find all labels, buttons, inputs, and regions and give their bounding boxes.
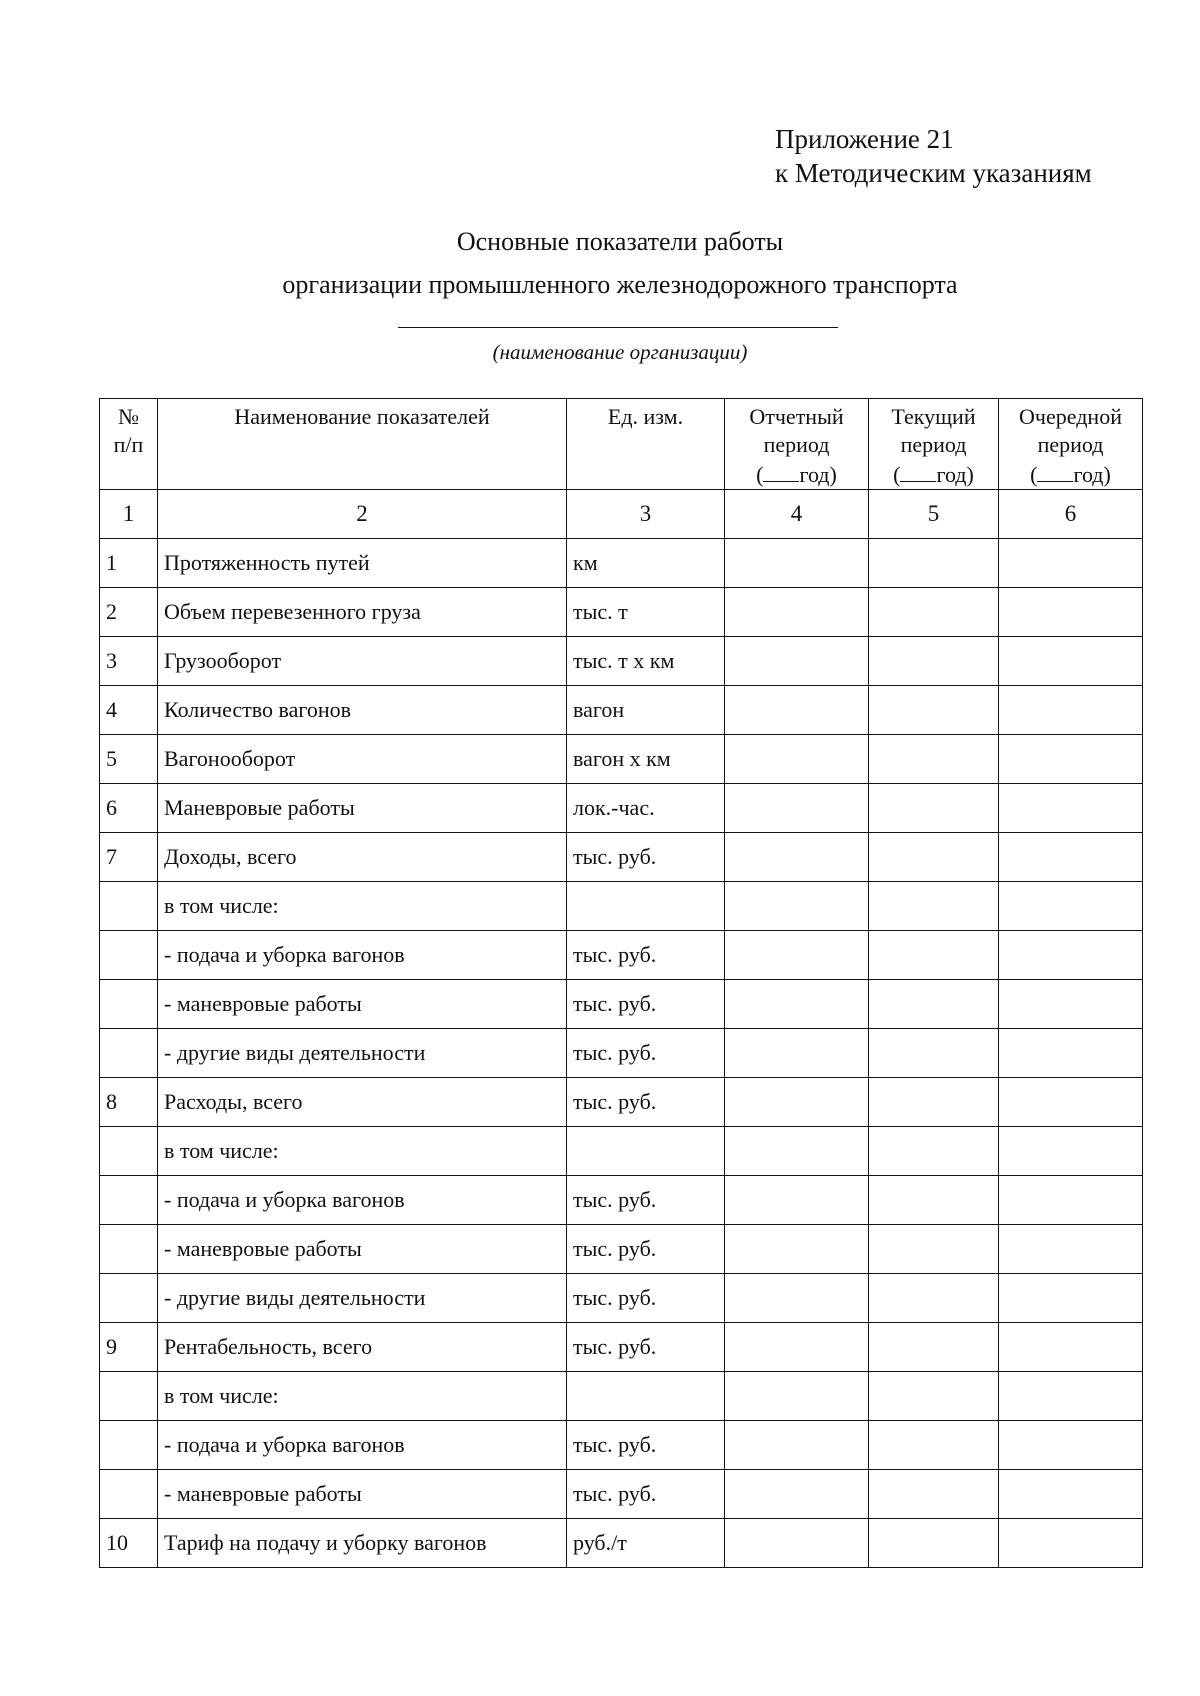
column-number: 1 — [100, 490, 158, 539]
current-period-value[interactable] — [869, 735, 999, 784]
indicator-name: Объем перевезенного груза — [158, 588, 567, 637]
row-number: 5 — [100, 735, 158, 784]
indicator-name: в том числе: — [158, 882, 567, 931]
row-number: 2 — [100, 588, 158, 637]
row-number — [100, 1274, 158, 1323]
indicator-name: Расходы, всего — [158, 1078, 567, 1127]
row-number: 1 — [100, 539, 158, 588]
reporting-period-value[interactable] — [725, 1519, 869, 1568]
reporting-period-value[interactable] — [725, 931, 869, 980]
reporting-period-value[interactable] — [725, 1274, 869, 1323]
table-row — [100, 882, 1143, 931]
next-period-value[interactable] — [999, 735, 1143, 784]
next-period-value[interactable] — [999, 1225, 1143, 1274]
indicator-name: Рентабельность, всего — [158, 1323, 567, 1372]
indicator-name: в том числе: — [158, 1127, 567, 1176]
year-open-paren: ( — [1030, 462, 1038, 487]
next-period-value[interactable] — [999, 1078, 1143, 1127]
table-row — [100, 1421, 1143, 1470]
row-number: 7 — [100, 833, 158, 882]
table-row — [100, 588, 1143, 637]
indicator-name: - другие виды деятельности — [158, 1274, 567, 1323]
indicator-name: Вагонооборот — [158, 735, 567, 784]
unit-of-measure: тыс. руб. — [567, 980, 725, 1029]
table-row — [100, 1078, 1143, 1127]
reporting-period-value[interactable] — [725, 1176, 869, 1225]
indicator-name: Грузооборот — [158, 637, 567, 686]
year-open-paren: ( — [756, 462, 764, 487]
next-period-value[interactable] — [999, 1029, 1143, 1078]
current-period-value[interactable] — [869, 931, 999, 980]
reporting-period-value[interactable] — [725, 686, 869, 735]
reporting-period-value[interactable] — [725, 1225, 869, 1274]
reporting-period-value[interactable] — [725, 833, 869, 882]
current-period-value[interactable] — [869, 1127, 999, 1176]
row-number — [100, 931, 158, 980]
header-reporting-line-1: Отчетный — [749, 404, 844, 429]
current-period-value[interactable] — [869, 539, 999, 588]
year-close-text: год) — [799, 462, 837, 487]
next-period-value[interactable] — [999, 980, 1143, 1029]
row-number: 3 — [100, 637, 158, 686]
column-number: 3 — [567, 490, 725, 539]
reporting-period-value[interactable] — [725, 735, 869, 784]
unit-of-measure: тыс. руб. — [567, 1029, 725, 1078]
unit-of-measure: тыс. руб. — [567, 1225, 725, 1274]
unit-of-measure: вагон х км — [567, 735, 725, 784]
unit-of-measure — [567, 882, 725, 931]
indicator-name: - маневровые работы — [158, 980, 567, 1029]
table-row — [100, 1029, 1143, 1078]
next-period-value[interactable] — [999, 1470, 1143, 1519]
column-number: 5 — [869, 490, 999, 539]
header-current-line-1: Текущий — [891, 404, 976, 429]
column-number: 4 — [725, 490, 869, 539]
reporting-period-value[interactable] — [725, 1421, 869, 1470]
title-line-2: организации промышленного железнодорожного транспорта — [282, 270, 958, 299]
next-period-value[interactable] — [999, 1127, 1143, 1176]
table-row — [100, 686, 1143, 735]
header-next-line-1: Очередной — [1019, 404, 1122, 429]
year-blank — [1037, 459, 1073, 482]
reporting-period-value[interactable] — [725, 980, 869, 1029]
indicator-name: Протяженность путей — [158, 539, 567, 588]
current-period-value[interactable] — [869, 882, 999, 931]
header-reporting-line-2: период — [763, 432, 830, 457]
table-row — [100, 1470, 1143, 1519]
column-number-row — [100, 490, 1143, 539]
next-period-value[interactable] — [999, 784, 1143, 833]
unit-of-measure: тыс. руб. — [567, 1323, 725, 1372]
column-number: 6 — [999, 490, 1143, 539]
table-row — [100, 1274, 1143, 1323]
column-number: 2 — [158, 490, 567, 539]
table-row — [100, 980, 1143, 1029]
table-row — [100, 637, 1143, 686]
next-period-value[interactable] — [999, 833, 1143, 882]
row-number: 10 — [100, 1519, 158, 1568]
unit-of-measure: тыс. т х км — [567, 637, 725, 686]
indicator-name: Тариф на подачу и уборку вагонов — [158, 1519, 567, 1568]
header-unit: Ед. изм. — [567, 399, 725, 490]
next-period-value[interactable] — [999, 1421, 1143, 1470]
current-period-value[interactable] — [869, 1372, 999, 1421]
row-number — [100, 882, 158, 931]
unit-of-measure: вагон — [567, 686, 725, 735]
next-period-value[interactable] — [999, 882, 1143, 931]
organization-name-caption: (наименование организации) — [492, 340, 748, 364]
reporting-period-value[interactable] — [725, 1078, 869, 1127]
next-period-value[interactable] — [999, 686, 1143, 735]
year-blank — [763, 459, 799, 482]
row-number — [100, 1421, 158, 1470]
reporting-period-value[interactable] — [725, 1127, 869, 1176]
table-row — [100, 833, 1143, 882]
current-period-value[interactable] — [869, 686, 999, 735]
indicator-name: в том числе: — [158, 1372, 567, 1421]
document-title — [0, 220, 1200, 306]
current-period-value[interactable] — [869, 980, 999, 1029]
reporting-period-value[interactable] — [725, 1372, 869, 1421]
header-reporting-year — [731, 459, 862, 489]
current-period-value[interactable] — [869, 1421, 999, 1470]
header-next-year — [1005, 459, 1136, 489]
current-period-value[interactable] — [869, 833, 999, 882]
row-number — [100, 1470, 158, 1519]
unit-of-measure: лок.-час. — [567, 784, 725, 833]
row-number — [100, 1029, 158, 1078]
current-period-value[interactable] — [869, 1470, 999, 1519]
reporting-period-value[interactable] — [725, 784, 869, 833]
unit-of-measure: тыс. т — [567, 588, 725, 637]
indicators-table — [99, 398, 1143, 1568]
indicator-name: Количество вагонов — [158, 686, 567, 735]
reporting-period-value[interactable] — [725, 1323, 869, 1372]
table-row — [100, 1127, 1143, 1176]
indicator-name: - маневровые работы — [158, 1225, 567, 1274]
year-blank — [900, 459, 936, 482]
next-period-value[interactable] — [999, 1372, 1143, 1421]
header-current-year — [875, 459, 992, 489]
organization-name-line — [398, 327, 838, 328]
next-period-value[interactable] — [999, 1323, 1143, 1372]
unit-of-measure: руб./т — [567, 1519, 725, 1568]
row-number — [100, 1372, 158, 1421]
table-row — [100, 1176, 1143, 1225]
row-number — [100, 980, 158, 1029]
unit-of-measure: тыс. руб. — [567, 833, 725, 882]
next-period-value[interactable] — [999, 1176, 1143, 1225]
current-period-value[interactable] — [869, 1274, 999, 1323]
row-number: 8 — [100, 1078, 158, 1127]
header-number — [100, 399, 158, 490]
row-number: 6 — [100, 784, 158, 833]
reporting-period-value[interactable] — [725, 882, 869, 931]
unit-of-measure: тыс. руб. — [567, 931, 725, 980]
current-period-value[interactable] — [869, 1323, 999, 1372]
unit-of-measure — [567, 1127, 725, 1176]
indicator-name: Доходы, всего — [158, 833, 567, 882]
row-number: 9 — [100, 1323, 158, 1372]
reporting-period-value[interactable] — [725, 637, 869, 686]
current-period-value[interactable] — [869, 1519, 999, 1568]
current-period-value[interactable] — [869, 637, 999, 686]
header-row — [100, 399, 1143, 490]
header-number-line-2: п/п — [113, 432, 144, 457]
row-number — [100, 1176, 158, 1225]
indicator-name: - подача и уборка вагонов — [158, 1421, 567, 1470]
indicator-name: Маневровые работы — [158, 784, 567, 833]
next-period-value[interactable] — [999, 539, 1143, 588]
reporting-period-value[interactable] — [725, 588, 869, 637]
current-period-value[interactable] — [869, 1078, 999, 1127]
unit-of-measure: тыс. руб. — [567, 1470, 725, 1519]
unit-of-measure: тыс. руб. — [567, 1176, 725, 1225]
table-row — [100, 1225, 1143, 1274]
row-number — [100, 1225, 158, 1274]
unit-of-measure: тыс. руб. — [567, 1274, 725, 1323]
header-name: Наименование показателей — [158, 399, 567, 490]
table-row — [100, 1519, 1143, 1568]
appendix-number: Приложение 21 — [775, 124, 954, 154]
reporting-period-value[interactable] — [725, 1470, 869, 1519]
current-period-value[interactable] — [869, 784, 999, 833]
table-row — [100, 931, 1143, 980]
current-period-value[interactable] — [869, 1029, 999, 1078]
appendix-reference: к Методическим указаниям — [775, 158, 1092, 188]
current-period-value[interactable] — [869, 1225, 999, 1274]
row-number: 4 — [100, 686, 158, 735]
row-number — [100, 1127, 158, 1176]
indicator-name: - подача и уборка вагонов — [158, 1176, 567, 1225]
header-current-line-2: период — [900, 432, 967, 457]
unit-of-measure: км — [567, 539, 725, 588]
table-row — [100, 539, 1143, 588]
title-line-1: Основные показатели работы — [456, 227, 784, 256]
table-row — [100, 735, 1143, 784]
current-period-value[interactable] — [869, 1176, 999, 1225]
next-period-value[interactable] — [999, 931, 1143, 980]
header-next-period — [999, 399, 1143, 490]
next-period-value[interactable] — [999, 1274, 1143, 1323]
current-period-value[interactable] — [869, 588, 999, 637]
appendix-note — [775, 122, 1092, 190]
unit-of-measure: тыс. руб. — [567, 1078, 725, 1127]
table-row — [100, 1372, 1143, 1421]
table-row — [100, 1323, 1143, 1372]
reporting-period-value[interactable] — [725, 539, 869, 588]
header-current-period — [869, 399, 999, 490]
next-period-value[interactable] — [999, 588, 1143, 637]
year-close-text: год) — [936, 462, 974, 487]
next-period-value[interactable] — [999, 637, 1143, 686]
indicator-name: - маневровые работы — [158, 1470, 567, 1519]
header-number-line-1: № — [118, 404, 139, 429]
unit-of-measure — [567, 1372, 725, 1421]
reporting-period-value[interactable] — [725, 1029, 869, 1078]
header-next-line-2: период — [1037, 432, 1104, 457]
year-close-text: год) — [1073, 462, 1111, 487]
next-period-value[interactable] — [999, 1519, 1143, 1568]
header-reporting-period — [725, 399, 869, 490]
indicator-name: - другие виды деятельности — [158, 1029, 567, 1078]
unit-of-measure: тыс. руб. — [567, 1421, 725, 1470]
year-open-paren: ( — [893, 462, 901, 487]
table-row — [100, 784, 1143, 833]
indicator-name: - подача и уборка вагонов — [158, 931, 567, 980]
